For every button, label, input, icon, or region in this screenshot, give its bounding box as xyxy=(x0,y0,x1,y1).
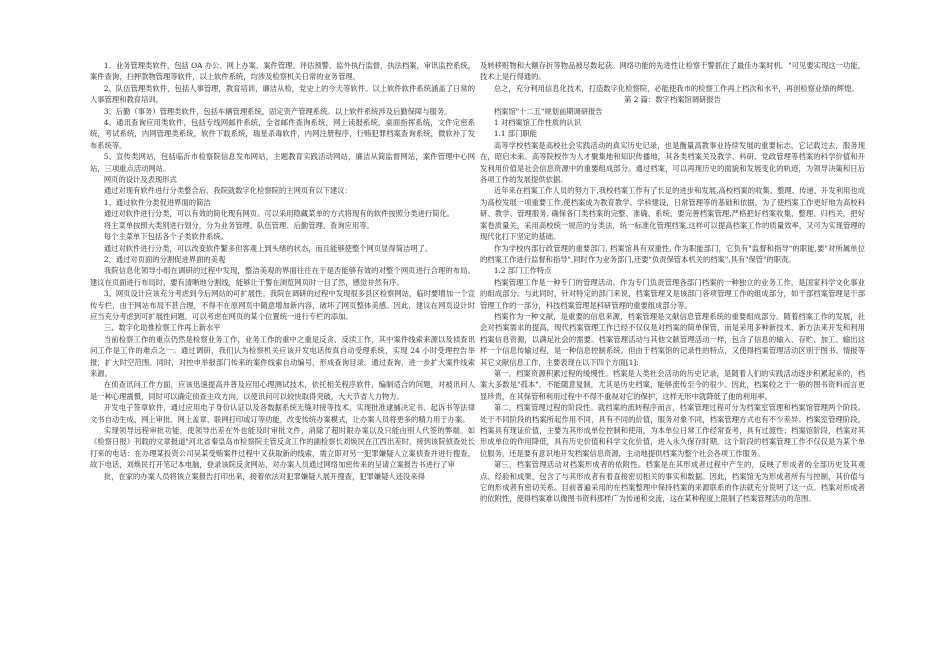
left-column-paragraph: 将主菜单按照大类别进行划分，分为业务管理、队伍管理、后勤管理、查询应用等。 xyxy=(103,220,374,230)
left-column-paragraph: 每个主菜单下包括各个子类软件系统。 xyxy=(103,232,228,242)
right-column-paragraph: 1.1 部门职能 xyxy=(493,129,537,139)
right-column-paragraph: 1 对档案馆工作性质的认识 xyxy=(493,118,582,128)
right-column-paragraph: 档案作为一种文献，是重要的信息来源，档案管理是文献信息管理系统的重要组成部分。随着档案工作的发展，社会对档案需求的提高，现代档案管理工作已经不仅仅是对档案的简单保管，而是采用多种新技术、新方法来开发和利用档案信息资源，以满足社会的需要。档案管理活动与其他文献管理活动一样，包含了信息的输入、存贮、加工、输出这样一个信息传输过程，是一种信息控制系统。但由于档案馆的记录性的特点，又使得档案管理活动区别于图书、情报等其它文献信息工作，主要表现在以下四个方面[1]: xyxy=(480,311,865,367)
right-column-paragraph: 第一，档案资源积累过程的缓慢性。档案是人类社会活动的历史记录，是随着人们的实践活动逐步积累起来的，档案大多数是"孤本"，不能随意复制，尤其是历史档案，能够流传至今的很少。因此，档案较之于一般的图书资料而言更显珍贵，在其保管和利用过程中不得不重视对它的保护，这样无形中就降低了他的利用率。 xyxy=(480,368,865,401)
right-column-paragraph: 近年来在档案工作人员的努力下,我校档案工作有了长足的进步和发展,高校档案的收集、整理、传递、开发利用也成为高校发展一项重要工作,使档案成为教育教学、学科建设，日常管理等的基础和依据。为了使档案工作更好地为高校科研、教学、管理服务, 确保各门类档案的完整、准确、系统，要完善档案管理,严格把好档案收集、整理、归档关，把好案卷质量关，采用高校统一规范的分类法，统一标准化管理档案,这样可以提高档案工作的质量效率，又可为实现管理的现代化打下坚定的基础。 xyxy=(480,186,865,242)
left-column-paragraph: 批，在家的办案人员将该立案报告打印出来，接着依法对犯罪嫌疑人展开搜查，犯罪嫌疑人还没来得 xyxy=(103,471,425,481)
right-column-paragraph: 作为学校内部行政管理的重要部门, 档案馆具有双重性, 作为职能部门，它负有"监督和指导"的职能,要"对所属单位的档案工作进行监督和指导",同时作为业务部门,还要"负责保管本机关的档案",具有"保管"的职责。 xyxy=(480,243,865,264)
left-column-paragraph: 5、宣传类网站，包括临沂市检察院信息发布网站，主题教育实践活动网站，廉洁从简监督网站，案件管理中心网站，三项重点活动网站。 xyxy=(90,152,475,173)
left-column-paragraph: 我院信息化领导小组在调研的过程中发现，整洁美观的界面往往在于是否能够有效的对整个网页进行合理的布局。建议在页面进行布局时，要有清晰地分割线，能够让于警在浏览网页时一目了然，感觉井然有序。 xyxy=(90,266,475,287)
left-column-paragraph: 通过对软件进行分类，可以有效的简化现有网页。可以采用隐藏菜单的方式将现有的软件按照分类进行简化。 xyxy=(103,209,455,219)
left-column-paragraph: 网页的设计及表现形式 xyxy=(103,175,177,185)
left-column-paragraph: 通过对现有软件进行分类整合后，我院就数字化检察院的主网页有以下建议： xyxy=(103,186,352,196)
right-column-paragraph: 总之，充分利用信息化技术，打造数字化检察院，必能使我市的检察工作再上档次和水平，再创检察业绩的辉煌。 xyxy=(493,83,859,93)
right-column-paragraph: 档案馆"十二五"规划前期调研报告 xyxy=(493,106,603,116)
right-column-paragraph: 第 2 篇：数字档案馆调研报告 xyxy=(624,95,721,105)
left-column-paragraph: 当前检察工作的重点仍然是检察业务工作，业务工作的重中之重是反贪、反渎工作，其中案件线索来源以及侦查讯问工作是工作的难点之一。通过调研，我们认为检察机关应该开发电话传真自动受理系统，实现 24 小时受理控告举报，扩大时空范围。同时，对控申举报部门传来的案件线索自动编号，形成查询目录。通过查询，进一步扩大案件线索来源。 xyxy=(90,334,475,378)
left-column-paragraph: 2、通过对页面的分割促进界面的美观 xyxy=(103,254,226,264)
left-column-paragraph: 开发电子签章软件，通过应用电子身份认证以及各数据系统无缝对接等技术，实现批准逮捕决定书、起诉书等法律文书自动生成、网上审批、网上盖章、联网打印或订等功能，改变传统办案模式，让办案人员将更多的精力用于办案。 xyxy=(90,403,475,424)
left-column xyxy=(90,60,475,482)
right-column-paragraph: 第三，档案管理活动对档案形成者的依附性。档案是在其形成者过程中产生的，反映了形成者的全部历史及其观点、经验和成果，包含了与其形成者有着直接密切相关的事实和数据。因此，档案馆无为形成者所有与控制，其价值与它的形成者有密切关系。目前普遍采用的在档案整理中保持档案的来源联系的作法就充分说明了这一点。档案对形成者的依附性，使得档案难以像图书资料那样广为传递和交流，这在某种程度上限制了档案管理活动的范围。 xyxy=(480,460,865,504)
left-column-paragraph: 3、后勤（事务）管理类软件，包括车辆管理系统，固定资产管理系统。以上软件系统涉及后勤保障与服务。 xyxy=(103,106,452,116)
right-column-paragraph: 高等学校档案是高校社会实践活动的真实历史记录，也是衡量高教事业持续发展的重要标志，它记载过去，服务现在，昭启未来。高等院校作为人才聚集地和知识传播地，其各类档案关及教学、科研、党政管理等档案的科学价值和开发利用价值是社会信息资源中的重要组成部分。通过档案，可以再现历史的面貌和发展变化的轨迹，为领导决策和日后各项工作的发展提供依据。 xyxy=(480,140,865,185)
left-column-paragraph: 实现领导远程审批功能，使领导出差在外也能及时审批文件，消除了超时限办案以及只能由别人代签的弊端。如《检察日报》刊载的文章报道"河北省秦皇岛市检察院主管反贪工作的副检察长刘焕民在江西出差时，接到该院侦查处长打来的电话：在办理某投资公司吴某受贿案件过程中又获取新的线索，需立即对另一犯罪嫌疑人立案侦查并进行搜查，故下电话，刘焕民打开笔记本电脑，登录该院反贪网站，对办案人员通过网络加密传来的呈请立案报告书进行了审 xyxy=(90,426,475,470)
right-column-paragraph: 1.2 部门工作特点 xyxy=(493,266,552,276)
left-column-paragraph: 三、数字化助推检察工作再上新水平 xyxy=(103,323,221,333)
left-column-paragraph: 3、网页设计应该充分考虑到今后网站的可扩展性。我院在调研的过程中发现很多县区检察网站，临时要增加一个宣传专栏，由于网站布局不甚合理，不得不在原网页中随意增加新内容，破坏了网页整体美感。因此，建议在网页设计时应当充分考虑到可扩展性问题，可以考虑在网页的某个位置统一进行专栏的添加。 xyxy=(90,289,475,321)
right-column xyxy=(480,60,865,505)
left-column-paragraph: 2、队伍管理类软件，包括人事管理，教育培训，廉洁从检，党史上的今天等软件。以上软件软件系统涵盖了日常的人事管理和教育培训。 xyxy=(90,83,475,105)
right-column-paragraph: 档案管理工作是一种专门的管理活动。作为专门负责管理各部门档案的一种独立的业务工作，是国家科学文化事业的组成部分。与此同时，针对特定的部门来说，档案管理又是该部门各项管理工作的组成部分，如干部档案管理是干部管理工作的一部分，科技档案管理是科研管理的重要组成部分等。 xyxy=(480,277,865,310)
left-column-paragraph: 4、通讯查询应用类软件，包括专线网邮件系统，全省邮件查询系统，网上读报系统，桌面指挥系统，文件定密系统，考试系统，内网管理类系统，软件下载系统，瑞星杀毒软件，内网注册程序，行贿犯罪档案查询系统，微软补丁发布系统等。 xyxy=(90,118,475,150)
left-column-paragraph: 1、业务管理类软件，包括 OA 办公、网上办案、案件管理、评估预警、监外执行监督，执法档案，审讯监控系统，案件查询，扫押款物管理等软件，以上软件系统，均涉及检察机关日常的业务管理。 xyxy=(90,61,475,82)
left-column-paragraph: 通过对软件进行分类，可以改变软件繁多但客观上到头绪的状态，而且能够使整个网页显得简洁明了。 xyxy=(103,243,433,253)
left-column-paragraph: 1、通过软件分类促进界面的简洁 xyxy=(103,197,211,207)
left-column-paragraph: 在侦查讯问工作方面，应该迅速提高并普及应用心理测试技术，依托相关程序软件，编制适合的问题，对被讯问人是一种心理震慑，同时可以确定侦查主攻方向，以使讯问可以较快取得突破，大大节省人力物力。 xyxy=(90,380,475,401)
right-column-paragraph: 第二，档案管理过程的阶段性。就档案的流转程序而言，档案管理过程可分为档案室管理和档案馆管理两个阶段。处于不同阶段的档案所起作用不同，具有不同的价值，服务对象不同，档案管理方式也有不少差异。档案室管理阶段，档案具有现证价值，主要为其形成单位控制和使用，为本单位日常工作经常查考，具有过渡性；档案馆阶段，档案对其形成单位的作用降低，具有历史价值和科学文化价值，进入永久保存时期。这个阶段的档案管理工作不仅仅是为某个单位服务，还是要有意识地开发档案信息资源，主动地提供档案为整个社会各项工作服务。 xyxy=(480,403,865,458)
right-column-paragraph: 及转移赃物和大额存折等物品被尽数起获。网络功能的先进性让检察干警抓住了最佳办案时机。"可见要实现这一功能，技术上是行得通的。 xyxy=(480,61,865,82)
